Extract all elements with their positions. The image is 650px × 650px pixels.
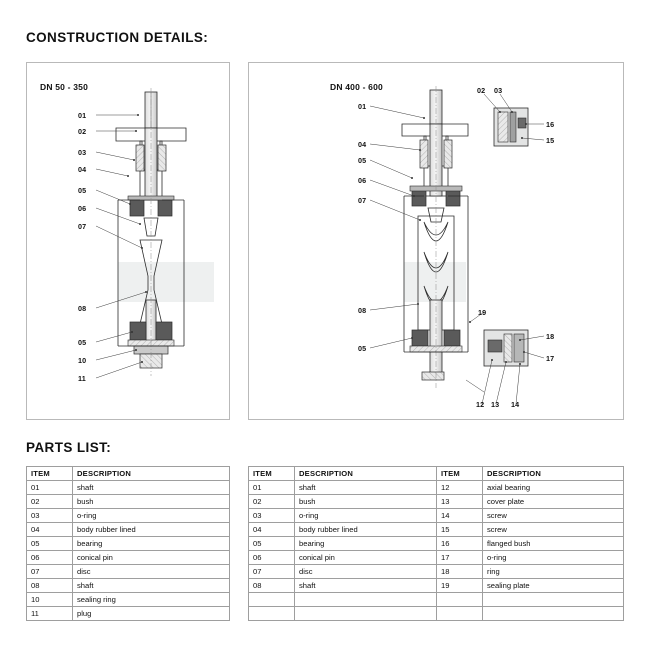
cell-item: 06 xyxy=(27,551,73,565)
cell-description: shaft xyxy=(73,579,230,593)
cell-description: conical pin xyxy=(73,551,230,565)
callout-right-06: 06 xyxy=(358,176,367,185)
cell-item: 10 xyxy=(27,593,73,607)
cell-description-1: conical pin xyxy=(295,551,437,565)
callout-right-01: 01 xyxy=(358,102,367,111)
cell-item: 11 xyxy=(27,607,73,621)
cell-description-1: bearing xyxy=(295,537,437,551)
col-description-1: DESCRIPTION xyxy=(295,467,437,481)
callout-right-12: 12 xyxy=(476,400,485,409)
table-row xyxy=(249,509,624,523)
callout-right-05: 05 xyxy=(358,156,367,165)
diagram-label-dn50-350: DN 50 - 350 xyxy=(40,82,89,92)
cell-description-1 xyxy=(295,593,437,607)
parts-table-right xyxy=(248,466,624,621)
cell-description: body rubber lined xyxy=(73,523,230,537)
cell-description: plug xyxy=(73,607,230,621)
table-header-row xyxy=(249,467,624,481)
cell-item-1 xyxy=(249,593,295,607)
cell-item-1: 05 xyxy=(249,537,295,551)
cell-item: 08 xyxy=(27,579,73,593)
cell-item-2: 14 xyxy=(437,509,483,523)
table-row xyxy=(27,579,230,593)
callout-left-05: 05 xyxy=(78,186,87,195)
parts-table-left xyxy=(26,466,230,621)
table-row xyxy=(27,565,230,579)
cell-item: 03 xyxy=(27,509,73,523)
callout-left-10: 10 xyxy=(78,356,87,365)
cell-item-1: 07 xyxy=(249,565,295,579)
cell-item: 04 xyxy=(27,523,73,537)
cell-item-1 xyxy=(249,607,295,621)
cell-description-2 xyxy=(483,593,624,607)
cell-item-2: 16 xyxy=(437,537,483,551)
callout-left-07: 07 xyxy=(78,222,87,231)
callout-left-06: 06 xyxy=(78,204,87,213)
table-row xyxy=(27,537,230,551)
cell-description-1: body rubber lined xyxy=(295,523,437,537)
cell-description: shaft xyxy=(73,481,230,495)
table-row xyxy=(27,481,230,495)
table-row xyxy=(249,537,624,551)
cell-description: disc xyxy=(73,565,230,579)
cell-item-1: 04 xyxy=(249,523,295,537)
cell-item-2: 13 xyxy=(437,495,483,509)
cell-description-2: o-ring xyxy=(483,551,624,565)
table-row xyxy=(249,551,624,565)
page-title-construction: CONSTRUCTION DETAILS: xyxy=(26,30,209,45)
cell-description: sealing ring xyxy=(73,593,230,607)
cell-description-1: shaft xyxy=(295,481,437,495)
table-row xyxy=(27,495,230,509)
callout-right-19: 19 xyxy=(478,308,487,317)
callout-right-08: 08 xyxy=(358,306,367,315)
cell-item: 07 xyxy=(27,565,73,579)
page-title-parts: PARTS LIST: xyxy=(26,440,112,455)
cell-item-1: 01 xyxy=(249,481,295,495)
table-row xyxy=(27,509,230,523)
callout-left-11: 11 xyxy=(78,374,86,383)
cell-description-2 xyxy=(483,607,624,621)
callout-right-04: 04 xyxy=(358,140,367,149)
cell-description-1: shaft xyxy=(295,579,437,593)
callout-right-16: 16 xyxy=(546,120,555,129)
table-row xyxy=(27,593,230,607)
cell-description-2: screw xyxy=(483,509,624,523)
callout-right-13: 13 xyxy=(491,400,500,409)
cell-item-2: 19 xyxy=(437,579,483,593)
cell-item-1: 08 xyxy=(249,579,295,593)
cell-description: bearing xyxy=(73,537,230,551)
callout-left-05b: 05 xyxy=(78,338,87,347)
cell-item-1: 06 xyxy=(249,551,295,565)
cell-item-2 xyxy=(437,607,483,621)
callout-right-05b: 05 xyxy=(358,344,367,353)
cell-item-2 xyxy=(437,593,483,607)
callout-right-15: 15 xyxy=(546,136,555,145)
callout-left-02: 02 xyxy=(78,127,87,136)
callout-left-08: 08 xyxy=(78,304,87,313)
cell-item-1: 03 xyxy=(249,509,295,523)
cell-item: 02 xyxy=(27,495,73,509)
cell-description-1: bush xyxy=(295,495,437,509)
table-row xyxy=(249,593,624,607)
callout-right-14: 14 xyxy=(511,400,520,409)
cell-item-1: 02 xyxy=(249,495,295,509)
table-row xyxy=(249,523,624,537)
col-item-2: ITEM xyxy=(437,467,483,481)
cell-item: 05 xyxy=(27,537,73,551)
table-row xyxy=(249,481,624,495)
callout-right-03: 03 xyxy=(494,86,503,95)
cell-item-2: 17 xyxy=(437,551,483,565)
callout-left-03: 03 xyxy=(78,148,87,157)
cell-description: o-ring xyxy=(73,509,230,523)
cell-description-2: screw xyxy=(483,523,624,537)
cell-description-1: disc xyxy=(295,565,437,579)
table-row xyxy=(27,523,230,537)
cell-description: bush xyxy=(73,495,230,509)
cell-description-1: o-ring xyxy=(295,509,437,523)
table-row xyxy=(249,495,624,509)
table-row xyxy=(249,579,624,593)
table-header-row xyxy=(27,467,230,481)
col-item-1: ITEM xyxy=(249,467,295,481)
col-item: ITEM xyxy=(27,467,73,481)
callout-left-04: 04 xyxy=(78,165,87,174)
callout-right-17: 17 xyxy=(546,354,555,363)
table-row xyxy=(27,551,230,565)
table-row xyxy=(249,565,624,579)
cell-item-2: 15 xyxy=(437,523,483,537)
cell-description-1 xyxy=(295,607,437,621)
callout-left-01: 01 xyxy=(78,111,87,120)
cell-item-2: 18 xyxy=(437,565,483,579)
diagram-label-dn400-600: DN 400 - 600 xyxy=(330,82,383,92)
table-row xyxy=(27,607,230,621)
callout-right-18: 18 xyxy=(546,332,555,341)
table-row xyxy=(249,607,624,621)
col-description: DESCRIPTION xyxy=(73,467,230,481)
cell-description-2: cover plate xyxy=(483,495,624,509)
cell-description-2: ring xyxy=(483,565,624,579)
col-description-2: DESCRIPTION xyxy=(483,467,624,481)
cell-item: 01 xyxy=(27,481,73,495)
callout-right-02: 02 xyxy=(477,86,486,95)
cell-description-2: axial bearing xyxy=(483,481,624,495)
cell-item-2: 12 xyxy=(437,481,483,495)
cell-description-2: flanged bush xyxy=(483,537,624,551)
cell-description-2: sealing plate xyxy=(483,579,624,593)
callout-right-07: 07 xyxy=(358,196,367,205)
